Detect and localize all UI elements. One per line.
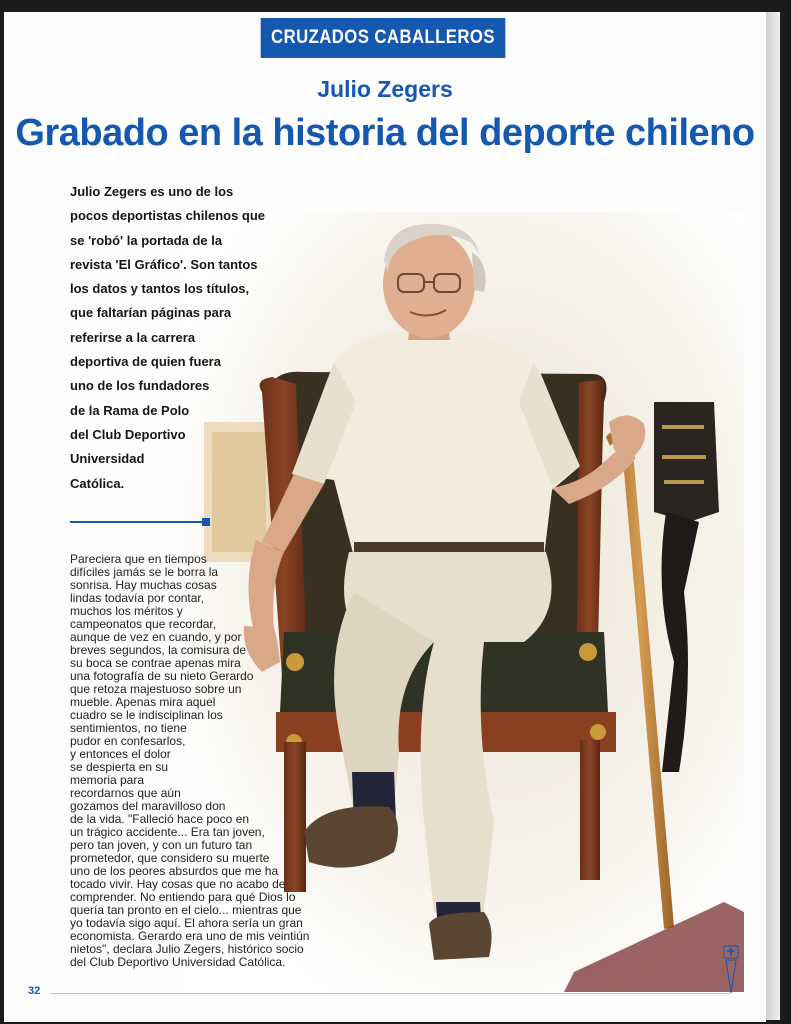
article-subtitle: Julio Zegers <box>317 76 453 102</box>
lead-line: del Club Deportivo <box>70 426 186 442</box>
body-line: tocado vivir. Hay cosas que no acabo de <box>70 877 286 891</box>
body-line: sonrisa. Hay muchas cosas <box>70 578 217 592</box>
body-line: lindas todavía por contar, <box>70 591 205 605</box>
body-line: y entonces el dolor <box>70 747 171 761</box>
lead-line: Julio Zegers es uno de los <box>70 184 234 199</box>
body-line: cuadro se le indisciplinan los <box>70 708 223 722</box>
lead-line: de la Rama de Polo <box>70 402 190 418</box>
body-line: sentimientos, no tiene <box>70 721 187 735</box>
lead-line: revista 'El Gráfico'. Son tantos <box>70 256 258 272</box>
lead-line: uno de los fundadores <box>70 378 210 394</box>
lead-line: que faltarían páginas para <box>70 305 232 321</box>
body-line: una fotografía de su nieto Gerardo <box>70 669 254 683</box>
body-line: aunque de vez en cuando, y por <box>70 630 242 644</box>
lead-line: deportiva de quien fuera <box>70 354 221 370</box>
body-line: economista. Gerardo era uno de mis veintiún <box>70 929 310 943</box>
body-line: de la vida. "Falleció hace poco en <box>70 812 250 826</box>
body-line: se despierta en su <box>70 760 169 774</box>
body-line: pero tan joven, y con un futuro tan <box>70 838 253 852</box>
body-line: pudor en confesarlos, <box>70 734 186 748</box>
body-line: difíciles jamás se le borra la <box>70 565 219 579</box>
divider-square <box>202 518 210 526</box>
lead-line: Católica. <box>70 475 125 491</box>
body-line: nietos", declara Julio Zegers, histórico socio <box>70 942 304 956</box>
body-line: gozamos del maravilloso don <box>70 799 226 813</box>
section-divider <box>70 521 204 523</box>
page-number: 32 <box>28 985 41 997</box>
body-line: yo todavía sigo aquí. El ahora sería un gran <box>70 916 303 930</box>
body-line: su boca se contrae apenas mira <box>70 656 241 670</box>
body-line: del Club Deportivo Universidad Católica. <box>70 955 286 969</box>
lead-line: los datos y tantos los títulos, <box>70 281 250 297</box>
lead-line: referirse a la carrera <box>70 329 196 345</box>
body-line: muchos los méritos y <box>70 604 183 618</box>
lead-paragraph <box>70 180 280 496</box>
body-line: un trágico accidente... Era tan joven, <box>70 825 265 839</box>
body-line: mueble. Apenas mira aquel <box>70 695 216 709</box>
club-crest-icon <box>723 945 739 995</box>
page-edge <box>766 12 780 1020</box>
body-line: breves segundos, la comisura de <box>70 643 247 657</box>
section-banner: CRUZADOS CABALLEROS <box>261 18 506 58</box>
article-headline: Grabado en la historia del deporte chileno <box>15 112 755 154</box>
lead-line: Universidad <box>70 451 145 467</box>
body-line: prometedor, que considero su muerte <box>70 851 270 865</box>
body-line: campeonatos que recordar, <box>70 617 217 631</box>
magazine-page <box>4 12 766 1022</box>
body-line: memoria para <box>70 773 145 787</box>
body-line: quería tan pronto en el cielo... mientras que <box>70 903 302 917</box>
body-line: recordarnos que aún <box>70 786 181 800</box>
body-line: que retoza majestuoso sobre un <box>70 682 242 696</box>
body-line: Pareciera que en tiempos <box>70 552 207 566</box>
lead-line: pocos deportistas chilenos que <box>70 208 266 224</box>
body-paragraph <box>70 552 310 969</box>
body-line: comprender. No entiendo para qué Dios lo <box>70 890 296 904</box>
lead-line: se 'robó' la portada de la <box>70 232 223 248</box>
footer-rule <box>50 993 730 994</box>
body-line: uno de los peores absurdos que me ha <box>70 864 279 878</box>
